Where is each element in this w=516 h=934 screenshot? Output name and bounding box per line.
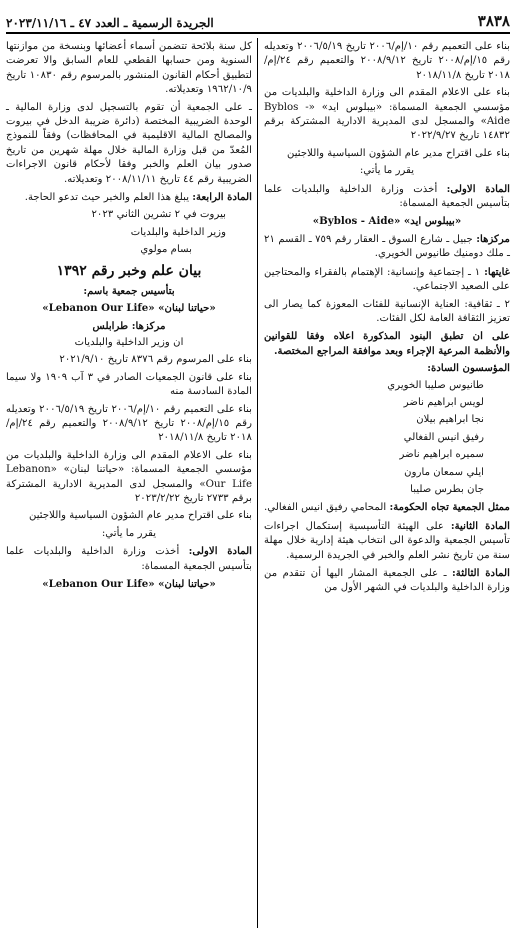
association-name: «بيبلوس ايد» «Byblos - Aide» [312,215,462,228]
article-text: يبلغ هذا العلم والخبر حيث تدعو الحاجة. [24,192,190,204]
association-name: «حياتنا لبنان» «Lebanon Our Life» [42,578,216,590]
founders-title: المؤسسون السادة: [427,362,510,375]
representative [264,500,510,515]
gazette-issue: الجريدة الرسمية ـ العدد ٤٧ ـ ٢٠٢٣/١١/١٦ [6,16,214,30]
article-text: ـ على الجمعية المشار اليها أن تتقدم من وزارة الداخلية والبلديات في الشهر الأول من [264,568,510,594]
rep-text: المحامي رفيق انيس الفغالي. [263,502,387,514]
article-title: المادة الاولى: [188,545,253,558]
decision-label: يقرر ما يأتي: [359,165,415,177]
article-title: المادة الاولى: [446,182,511,195]
paragraph: بناء على التعميم رقم ١٠/إم/٢٠٠٦ تاريخ ٢٠٠٦/٥/١٩ وتعديله رقم ١٥/إم/٢٠٠٨ تاريخ ٢٠٠٨/٩/١٢ والتعميم رقم ٢٤/إم/٢٠١٨ تاريخ ٢٠١٨/١١/٨ [6,403,253,444]
minister-title: وزير الداخلية والبلديات [130,226,226,238]
paragraph: كل سنة بلائحة تتضمن أسماء أعضائها وبنسخة من موازنتها السنوية ومن حسابها القطعي للعام السابق والا تعرضت لتطبيق أحكام القانون المنشور بالمرسوم رقم ١٠٨٣٠ تاريخ ١٩٦٢/١٠/٩ وتعديلاته. [6,41,252,96]
left-column [6,40,252,594]
goals-title: غايتها: [484,265,510,278]
founder-item: لويس ابراهيم ناضر [403,396,484,408]
goal-2: ٢ ـ ثقافية: العناية الإنسانية للفئات المعوزة كما يصار الى تعزيز الثقافة العامة لكل الفئات. [264,298,510,324]
article-3 [264,566,510,596]
condition: على ان تطبق البنود المذكورة اعلاه وفقا للقوانين والأنظمة المرعية الإجراء وبعد موافقة المراجع المختصة. [264,330,510,357]
goal-1: ١ ـ إجتماعية وإنسانية: الإهتمام بالفقراء والمحتاجين على الصعيد الاجتماعي. [264,266,510,293]
founder-item: جان بطرس صليبا [410,483,484,495]
paragraph: بناء على قانون الجمعيات الصادر في ٣ آب ١٩٠٩ ولا سيما المادة السادسة منه [6,371,253,398]
signature-date: بيروت في ٢ تشرين الثاني ٢٠٢٣ [91,209,226,221]
notice-subtitle: بتأسيس جمعية باسم: [83,284,175,297]
goals [264,265,510,295]
headquarters [264,232,510,262]
article-text: أخذت وزارة الداخلية والبلديات علما بتأسيس الجمعية المسماة: [6,546,252,572]
paragraph: بناء على المرسوم رقم ٨٣٧٦ تاريخ ٢٠٢١/٩/١٠ [59,354,252,366]
decision-label: يقرر ما يأتي: [101,527,157,539]
article-4 [6,190,252,205]
article-title: المادة الرابعة: [192,191,252,204]
minister-name: بسام مولوي [140,244,192,256]
right-column [264,40,510,599]
founder-item: ايلي سمعان مارون [404,466,484,478]
hq-text: جبيل ـ شارع السوق ـ العقار رقم ٧٥٩ ـ القسم ٢١ ـ ملك دومنيك طانيوس الخويري. [264,233,510,260]
column-divider [257,38,258,928]
notice-association-name: «حياتنا لبنان» «Lebanon Our Life» [42,302,216,315]
article-title: المادة الثالثة: [451,567,510,579]
founder-item: سميره ابراهيم ناضر [399,449,484,461]
paragraph: ـ على الجمعية أن تقوم بالتسجيل لدى وزارة المالية ـ الوحدة الضريبية المختصة (دائرة ضريبة الدخل في بيروت والمصالح المالية الاقليمية في المحافظات) وفقاً للنموذج المُعدّ من قبل وزارة المالية خلال مهلة شهرين من تاريخ صدور بيان العلم والخبر وفقا لأحكام قانون الاجراءات الضريبية رقم ٤٤ تاريخ ٢٠٠٨/١١/١١ وتعديلاته. [6,101,252,185]
paragraph: بناء على اقتراح مدير عام الشؤون السياسية واللاجئين [286,147,510,159]
issuer: ان وزير الداخلية والبلديات [74,336,184,348]
article-text: أخذت وزارة الداخلية والبلديات علما بتأسيس الجمعية المسماة: [264,183,510,210]
article-title: المادة الثانية: [450,519,510,532]
notice-title: بيان علم وخبر رقم ١٣٩٢ [56,262,202,279]
paragraph: بناء على اقتراح مدير عام الشؤون السياسية واللاجئين [28,510,252,522]
article-1 [6,544,252,574]
paragraph: بناء على التعميم رقم ١٠/إم/٢٠٠٦ تاريخ ٢٠٠٦/٥/١٩ وتعديله رقم ١٥/إم/٢٠٠٨ تاريخ ٢٠٠٨/٩/١٢ والتعميم رقم ٢٤/إم/٢٠١٨ تاريخ ٢٠١٨/١١/٨ [264,41,511,81]
page-number: ٣٨٣٨ [477,12,510,30]
paragraph: بناء على الاعلام المقدم الى وزارة الداخلية والبلديات من مؤسسي الجمعية المسماة: «بيبلوس ايد» «Byblos - Aide» والمسجل لدى المديرية الادارية المشتركة برقم ١٤٨٣٢ تاريخ ٢٠٢٢/٩/٢٧ [264,87,510,142]
article-2 [264,519,510,563]
page-header [6,6,510,34]
founder-item: رفيق انيس الفغالي [403,431,484,443]
founder-item: طانيوس صليبا الخويري [387,379,484,391]
rep-title: ممثل الجمعية تجاه الحكومة: [389,501,510,514]
article-text: على الهيئة التأسيسية إستكمال اجراءات تأسيس الجمعية والدعوة الى انتخاب هيئة إدارية خلال مهلة سنة من تاريخ نشر العلم والخبر في الجريدة الرسمية. [264,520,510,561]
paragraph: بناء على الاعلام المقدم الى وزارة الداخلية والبلديات من مؤسسي الجمعية المسماة: «حياتنا لبنان» «Lebanon Our Life» والمسجل لدى المديرية الادارية المشتركة برقم ٢٧٣٣ تاريخ ٢٠٢٣/٢/٢٢ [6,449,252,504]
hq-title: مركزها: [476,232,510,245]
founder-item: نجا ابراهيم بيلان [416,414,484,426]
notice-headquarters: مركزها: طرابلس [92,319,166,332]
article-1 [264,182,510,212]
